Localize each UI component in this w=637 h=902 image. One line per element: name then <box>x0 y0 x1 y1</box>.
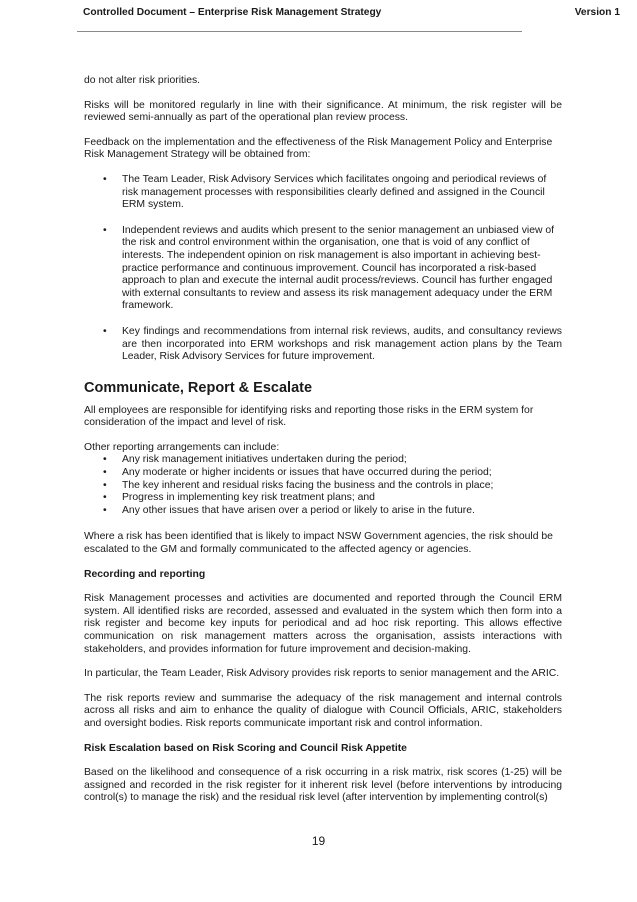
list-item-text: Key findings and recommendations from internal risk reviews, audits, and consultancy reviews are then incorporated into ERM workshops and risk management action plans by the Team Leader, Risk Advisory Services for future improvement. <box>122 325 562 363</box>
list-item <box>84 174 562 212</box>
bullet-marker: • <box>103 454 107 466</box>
paragraph-scoring: Based on the likelihood and consequence of a risk occurring in a risk matrix, risk scores (1-25) will be assigned and recorded in the risk register for it inherent risk level (before interventions by introducing control(s) to manage the risk) and the residual risk level (after intervention by implementing control(s) <box>84 767 562 804</box>
reporting-bullet-list <box>84 454 562 517</box>
page-number: 19 <box>311 834 326 848</box>
document-body <box>84 75 562 805</box>
list-item <box>84 480 562 493</box>
list-item-text: Any risk management initiatives undertaken during the period; <box>122 454 407 466</box>
list-item <box>84 225 562 313</box>
header-divider <box>77 31 522 32</box>
list-item-text: Any moderate or higher incidents or issues that have occurred during the period; <box>122 467 492 479</box>
feedback-bullet-list <box>84 174 562 364</box>
bullet-marker: • <box>103 504 107 516</box>
page-header <box>77 7 620 21</box>
bullet-marker: • <box>103 467 107 479</box>
paragraph-monitoring: Risks will be monitored regularly in line with their significance. At minimum, the risk register will be reviewed semi-annually as part of the operational plan review process. <box>84 99 562 124</box>
list-item <box>84 454 562 467</box>
paragraph-recording: Risk Management processes and activities are documented and reported through the Council ERM system. All identified risks are recorded, assessed and evaluated in the system which then form into a risk register and become key inputs for periodical and ad hoc risk reporting. This allows effective communication on risk management matters across the organisation, assists interactions with stakeholders, and provides information for future improvement and decision-making. <box>84 593 562 655</box>
section-heading-communicate: Communicate, Report & Escalate <box>84 379 313 396</box>
list-item <box>84 505 562 518</box>
bullet-marker: • <box>103 173 107 185</box>
paragraph-reports-review: The risk reports review and summarise the adequacy of the risk management and internal controls across all risks and aim to enhance the quality of dialogue with Council Officials, ARIC, stakeholders and oversight bodies. Risk reports communicate important risk and control information. <box>84 692 562 729</box>
paragraph-team-leader: In particular, the Team Leader, Risk Advisory provides risk reports to senior management and the ARIC. <box>84 668 560 680</box>
list-item-text: Independent reviews and audits which present to the senior management an unbiased view of the risk and control environment within the organisation, one that is void of any conflict of interests. The independent opinion on risk management is also important in achieving best-practice performance and continuous improvement. Council has incorporated a risk-based approach to plan and execute the internal audit process/reviews. Council has further engaged with external consultants to review and assess its risk management adequacy under the ERM framework. <box>122 224 555 312</box>
document-version: Version 1 <box>574 7 620 18</box>
list-item-text: The Team Leader, Risk Advisory Services which facilitates ongoing and periodical reviews of risk management processes with responsibilities clearly defined and assigned in the Council ERM system. <box>122 173 547 211</box>
bullet-marker: • <box>103 479 107 491</box>
bullet-marker: • <box>103 224 107 236</box>
list-item <box>84 467 562 480</box>
document-title: Controlled Document – Enterprise Risk Management Strategy <box>83 7 382 18</box>
paragraph-employees: All employees are responsible for identifying risks and reporting those risks in the ERM system for consideration of the impact and level of risk. <box>84 404 534 429</box>
bullet-marker: • <box>103 492 107 504</box>
paragraph-feedback: Feedback on the implementation and the effectiveness of the Risk Management Policy and Enterprise Risk Management Strategy will be obtained from: <box>84 136 553 161</box>
subheading-escalation: Risk Escalation based on Risk Scoring and Council Risk Appetite <box>84 742 407 754</box>
paragraph-other-reporting: Other reporting arrangements can include: <box>84 441 280 453</box>
paragraph-continuation: do not alter risk priorities. <box>84 75 201 86</box>
paragraph-escalation: Where a risk has been identified that is likely to impact NSW Government agencies, the risk should be escalated to the GM and formally communicated to the affected agency or agencies. <box>84 531 553 556</box>
list-item-text: The key inherent and residual risks facing the business and the controls in place; <box>122 479 494 491</box>
list-item <box>84 326 562 364</box>
list-item <box>84 492 562 505</box>
subheading-recording: Recording and reporting <box>84 568 206 580</box>
list-item-text: Progress in implementing key risk treatment plans; and <box>122 492 375 504</box>
bullet-marker: • <box>103 325 107 337</box>
list-item-text: Any other issues that have arisen over a period or likely to arise in the future. <box>122 504 475 516</box>
